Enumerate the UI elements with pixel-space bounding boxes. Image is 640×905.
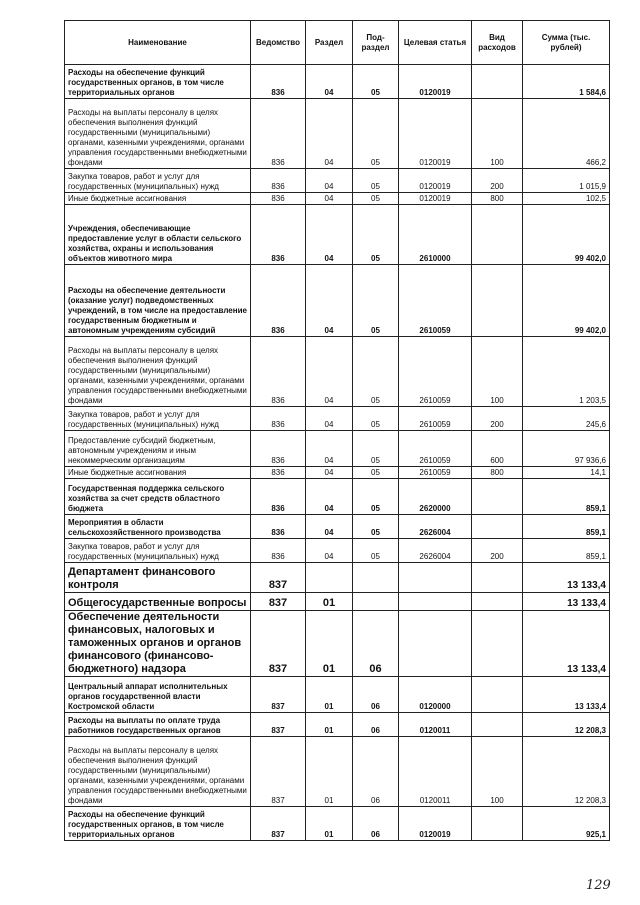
row-name-cell: Мероприятия в области сельскохозяйственного производства (65, 515, 251, 539)
row-dept-cell: 837 (251, 593, 306, 611)
row-sum-cell: 859,1 (523, 539, 610, 563)
row-target-cell: 2610059 (399, 337, 472, 407)
header-section: Раздел (306, 21, 353, 65)
row-subsection-cell: 05 (353, 431, 399, 467)
row-dept-cell: 836 (251, 407, 306, 431)
row-sum-cell: 925,1 (523, 807, 610, 841)
header-kind: Вид расходов (472, 21, 523, 65)
row-subsection-cell: 05 (353, 65, 399, 99)
row-target-cell: 2610059 (399, 467, 472, 479)
row-section-cell: 04 (306, 65, 353, 99)
row-section-cell: 01 (306, 807, 353, 841)
row-kind-cell (472, 205, 523, 265)
row-sum-cell: 13 133,4 (523, 563, 610, 593)
table-row (65, 515, 610, 539)
row-section-cell: 01 (306, 737, 353, 807)
row-kind-cell (472, 713, 523, 737)
row-subsection-cell: 05 (353, 539, 399, 563)
row-kind-cell: 600 (472, 431, 523, 467)
row-dept-cell: 836 (251, 337, 306, 407)
row-section-cell: 01 (306, 677, 353, 713)
row-kind-cell: 800 (472, 467, 523, 479)
row-dept-cell: 836 (251, 193, 306, 205)
table-row (65, 407, 610, 431)
row-kind-cell (472, 807, 523, 841)
row-subsection-cell: 05 (353, 169, 399, 193)
row-name-cell: Расходы на выплаты по оплате труда работников государственных органов (65, 713, 251, 737)
row-dept-cell: 836 (251, 467, 306, 479)
row-name-cell: Учреждения, обеспечивающие предоставление услуг в области сельского хозяйства, охраны и использования объектов животного мира (65, 205, 251, 265)
page-number: 129 (586, 878, 611, 893)
row-section-cell: 04 (306, 205, 353, 265)
row-target-cell: 2626004 (399, 515, 472, 539)
row-target-cell: 0120019 (399, 169, 472, 193)
table-row (65, 677, 610, 713)
row-name-cell: Расходы на выплаты персоналу в целях обеспечения выполнения функций государственными (муниципальными) органами, казенными учреждениями, органами управления государственными внебюджетными фондами (65, 99, 251, 169)
row-name-cell: Закупка товаров, работ и услуг для государственных (муниципальных) нужд (65, 539, 251, 563)
row-subsection-cell: 05 (353, 407, 399, 431)
row-name-cell: Государственная поддержка сельского хозяйства за счет средств областного бюджета (65, 479, 251, 515)
table-row (65, 99, 610, 169)
row-subsection-cell: 06 (353, 677, 399, 713)
row-name-cell: Расходы на обеспечение функций государственных органов, в том числе территориальных органов (65, 65, 251, 99)
row-sum-cell: 102,5 (523, 193, 610, 205)
row-subsection-cell: 05 (353, 337, 399, 407)
row-kind-cell (472, 593, 523, 611)
row-dept-cell: 836 (251, 169, 306, 193)
row-sum-cell: 245,6 (523, 407, 610, 431)
table-row (65, 563, 610, 593)
row-sum-cell: 466,2 (523, 99, 610, 169)
row-section-cell: 04 (306, 467, 353, 479)
budget-table (64, 20, 610, 841)
row-subsection-cell: 06 (353, 611, 399, 677)
row-dept-cell: 837 (251, 713, 306, 737)
header-subsection: Под-раздел (353, 21, 399, 65)
row-target-cell (399, 611, 472, 677)
row-section-cell: 04 (306, 479, 353, 515)
row-section-cell: 04 (306, 193, 353, 205)
table-row (65, 737, 610, 807)
row-name-cell: Обеспечение деятельности финансовых, налоговых и таможенных органов и органов финансового (финансово-бюджетного) надзора (65, 611, 251, 677)
row-sum-cell: 12 208,3 (523, 713, 610, 737)
row-target-cell: 2620000 (399, 479, 472, 515)
row-target-cell: 0120019 (399, 193, 472, 205)
row-target-cell: 2626004 (399, 539, 472, 563)
row-dept-cell: 836 (251, 205, 306, 265)
table-row (65, 713, 610, 737)
row-kind-cell (472, 479, 523, 515)
row-section-cell: 04 (306, 407, 353, 431)
row-sum-cell: 859,1 (523, 479, 610, 515)
row-name-cell: Предоставление субсидий бюджетным, автономным учреждениям и иным некоммерческим организациям (65, 431, 251, 467)
row-name-cell: Расходы на обеспечение функций государственных органов, в том числе территориальных органов (65, 807, 251, 841)
row-target-cell: 0120011 (399, 737, 472, 807)
row-name-cell: Иные бюджетные ассигнования (65, 467, 251, 479)
row-section-cell: 04 (306, 539, 353, 563)
row-kind-cell: 200 (472, 539, 523, 563)
row-name-cell: Центральный аппарат исполнительных органов государственной власти Костромской области (65, 677, 251, 713)
row-subsection-cell: 06 (353, 737, 399, 807)
row-subsection-cell: 05 (353, 467, 399, 479)
row-sum-cell: 1 584,6 (523, 65, 610, 99)
budget-table-sheet (64, 20, 609, 841)
row-dept-cell: 836 (251, 515, 306, 539)
row-sum-cell: 14,1 (523, 467, 610, 479)
row-section-cell: 01 (306, 593, 353, 611)
row-subsection-cell: 05 (353, 515, 399, 539)
table-row (65, 479, 610, 515)
row-sum-cell: 13 133,4 (523, 611, 610, 677)
row-subsection-cell (353, 563, 399, 593)
row-dept-cell: 837 (251, 807, 306, 841)
row-target-cell: 0120019 (399, 65, 472, 99)
row-target-cell (399, 563, 472, 593)
header-sum: Сумма (тыс. рублей) (523, 21, 610, 65)
row-dept-cell: 837 (251, 563, 306, 593)
row-kind-cell (472, 515, 523, 539)
row-section-cell: 04 (306, 265, 353, 337)
table-row (65, 611, 610, 677)
row-section-cell (306, 563, 353, 593)
row-sum-cell: 1 015,9 (523, 169, 610, 193)
row-section-cell: 01 (306, 611, 353, 677)
row-section-cell: 04 (306, 337, 353, 407)
row-subsection-cell: 05 (353, 265, 399, 337)
row-target-cell: 2610059 (399, 431, 472, 467)
row-sum-cell: 12 208,3 (523, 737, 610, 807)
table-row (65, 467, 610, 479)
table-row (65, 193, 610, 205)
row-dept-cell: 836 (251, 265, 306, 337)
row-kind-cell: 100 (472, 737, 523, 807)
row-sum-cell: 13 133,4 (523, 677, 610, 713)
row-kind-cell: 800 (472, 193, 523, 205)
table-row (65, 65, 610, 99)
row-name-cell: Департамент финансового контроля (65, 563, 251, 593)
table-row (65, 807, 610, 841)
table-row (65, 337, 610, 407)
row-section-cell: 04 (306, 515, 353, 539)
row-dept-cell: 836 (251, 431, 306, 467)
row-dept-cell: 836 (251, 479, 306, 515)
row-dept-cell: 837 (251, 737, 306, 807)
header-target: Целевая статья (399, 21, 472, 65)
row-dept-cell: 836 (251, 539, 306, 563)
row-subsection-cell (353, 593, 399, 611)
header-dept: Ведомство (251, 21, 306, 65)
row-kind-cell: 100 (472, 99, 523, 169)
row-sum-cell: 1 203,5 (523, 337, 610, 407)
row-target-cell: 2610000 (399, 205, 472, 265)
row-sum-cell: 13 133,4 (523, 593, 610, 611)
row-dept-cell: 836 (251, 99, 306, 169)
row-name-cell: Расходы на обеспечение деятельности (оказание услуг) подведомственных учреждений, в том числе на предоставление государственным бюджетным и автономным учреждениям субсидий (65, 265, 251, 337)
row-subsection-cell: 05 (353, 99, 399, 169)
row-target-cell: 2610059 (399, 265, 472, 337)
header-name: Наименование (65, 21, 251, 65)
row-sum-cell: 99 402,0 (523, 205, 610, 265)
row-target-cell: 0120019 (399, 99, 472, 169)
row-target-cell: 0120000 (399, 677, 472, 713)
row-target-cell (399, 593, 472, 611)
table-body (65, 65, 610, 841)
row-target-cell: 2610059 (399, 407, 472, 431)
row-name-cell: Закупка товаров, работ и услуг для государственных (муниципальных) нужд (65, 407, 251, 431)
row-name-cell: Иные бюджетные ассигнования (65, 193, 251, 205)
row-dept-cell: 836 (251, 65, 306, 99)
row-dept-cell: 837 (251, 677, 306, 713)
row-name-cell: Расходы на выплаты персоналу в целях обеспечения выполнения функций государственными (муниципальными) органами, казенными учреждениями, органами управления государственными внебюджетными фондами (65, 737, 251, 807)
row-name-cell: Общегосударственные вопросы (65, 593, 251, 611)
row-section-cell: 04 (306, 431, 353, 467)
table-row (65, 169, 610, 193)
row-sum-cell: 859,1 (523, 515, 610, 539)
row-kind-cell: 200 (472, 407, 523, 431)
row-section-cell: 04 (306, 99, 353, 169)
table-row (65, 265, 610, 337)
row-target-cell: 0120011 (399, 713, 472, 737)
row-name-cell: Закупка товаров, работ и услуг для государственных (муниципальных) нужд (65, 169, 251, 193)
table-row (65, 593, 610, 611)
row-subsection-cell: 05 (353, 193, 399, 205)
row-sum-cell: 99 402,0 (523, 265, 610, 337)
row-subsection-cell: 06 (353, 713, 399, 737)
row-subsection-cell: 05 (353, 205, 399, 265)
table-row (65, 539, 610, 563)
row-kind-cell (472, 611, 523, 677)
row-kind-cell (472, 677, 523, 713)
table-row (65, 205, 610, 265)
table-header-row (65, 21, 610, 65)
row-dept-cell: 837 (251, 611, 306, 677)
row-target-cell: 0120019 (399, 807, 472, 841)
row-kind-cell: 100 (472, 337, 523, 407)
row-kind-cell (472, 265, 523, 337)
row-section-cell: 04 (306, 169, 353, 193)
row-kind-cell (472, 563, 523, 593)
row-section-cell: 01 (306, 713, 353, 737)
row-sum-cell: 97 936,6 (523, 431, 610, 467)
row-kind-cell (472, 65, 523, 99)
row-subsection-cell: 06 (353, 807, 399, 841)
row-name-cell: Расходы на выплаты персоналу в целях обеспечения выполнения функций государственными (муниципальными) органами, казенными учреждениями, органами управления государственными внебюджетными фондами (65, 337, 251, 407)
row-subsection-cell: 05 (353, 479, 399, 515)
row-kind-cell: 200 (472, 169, 523, 193)
table-row (65, 431, 610, 467)
